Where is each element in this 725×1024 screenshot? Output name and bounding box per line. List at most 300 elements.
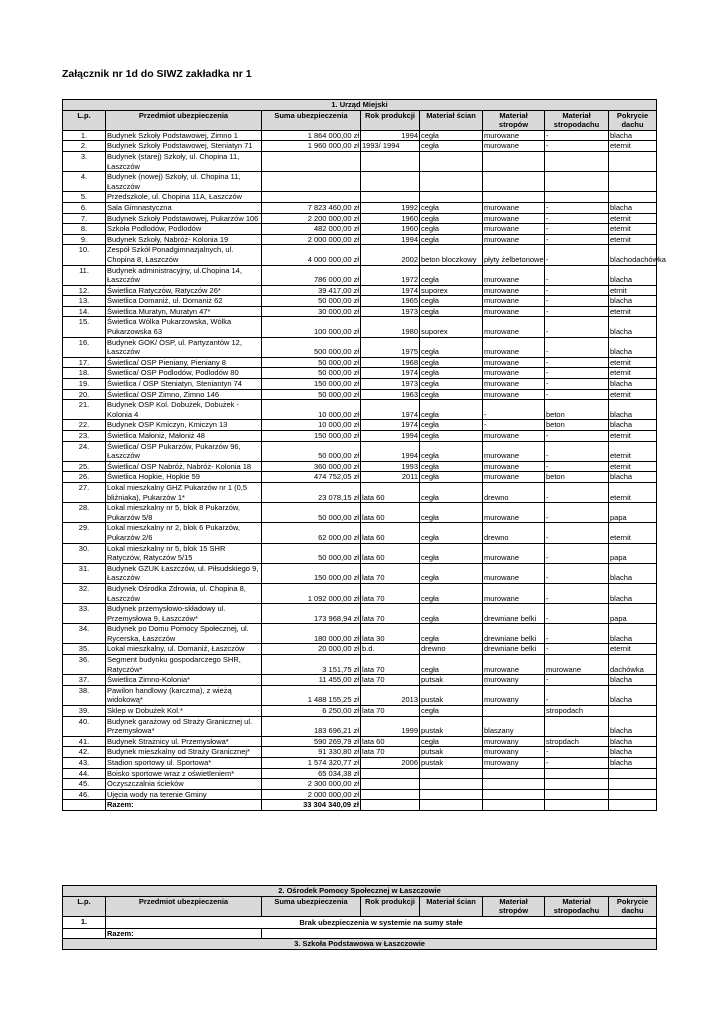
table-cell: murowane <box>483 472 545 483</box>
table-cell: 1994 <box>361 441 420 461</box>
document-title: Załącznik nr 1d do SIWZ zakładka nr 1 <box>62 68 252 80</box>
table-row <box>63 141 657 152</box>
column-header: Materiał stropów <box>483 896 545 916</box>
table-cell: cegła <box>420 736 483 747</box>
table-cell: 1975 <box>361 337 420 357</box>
table-cell: - <box>545 130 609 141</box>
table-cell <box>483 789 545 800</box>
table-cell: murowane <box>483 368 545 379</box>
item-name: Budynek (nowej) Szkoły, ul. Chopina 11, Łaszczów <box>106 172 262 192</box>
table-cell: cegła <box>420 461 483 472</box>
table-cell: murowane <box>483 306 545 317</box>
row-number: 11. <box>63 265 106 285</box>
table-cell: 1973 <box>361 306 420 317</box>
table-cell: 1968 <box>361 357 420 368</box>
table-cell: murowane <box>483 563 545 583</box>
item-name: Świetlica/ OSP Nabróż, Nabróż- Kolonia 18 <box>106 461 262 472</box>
table-cell: papa <box>609 543 657 563</box>
row-number: 39. <box>63 706 106 717</box>
table-cell: blachodachówka <box>609 245 657 265</box>
table-row <box>63 583 657 603</box>
table-cell: 4 000 000,00 zł <box>262 245 361 265</box>
row-number: 28. <box>63 503 106 523</box>
table-cell <box>262 151 361 171</box>
table-cell: pustak <box>420 716 483 736</box>
item-name: Świetlica/ OSP Pieniany, Pieniany 8 <box>106 357 262 368</box>
item-name: Budynek administracyjny, ul.Chopina 14, Łaszczów <box>106 265 262 285</box>
table-cell: murowane <box>483 461 545 472</box>
table-row <box>63 461 657 472</box>
table-row <box>63 685 657 705</box>
table-cell: blacha <box>609 337 657 357</box>
table-cell: lata 70 <box>361 583 420 603</box>
table-cell: blacha <box>609 472 657 483</box>
table-cell: 11 455,00 zł <box>262 675 361 686</box>
table-cell <box>361 151 420 171</box>
row-number: 23. <box>63 431 106 442</box>
table-cell: murowane <box>483 224 545 235</box>
table-cell: - <box>545 758 609 769</box>
table-cell <box>609 779 657 790</box>
item-name: Lokal mieszkalny, ul. Domaniż, Łaszczów <box>106 644 262 655</box>
table-cell: - <box>545 644 609 655</box>
table-row <box>63 604 657 624</box>
table-cell: cegła <box>420 389 483 400</box>
table-cell: - <box>545 379 609 390</box>
table-cell: 23 078,15 zł <box>262 482 361 502</box>
item-name: Budynek Strażnicy ul. Przemysłowa* <box>106 736 262 747</box>
item-name: Budynek GZUK Łaszczów, ul. Piłsudskiego 9, Łaszczów <box>106 563 262 583</box>
table-cell: putsak <box>420 747 483 758</box>
table-row <box>63 245 657 265</box>
table-cell: 3 151,75 zł <box>262 655 361 675</box>
table-cell: 62 000,00 zł <box>262 523 361 543</box>
table-cell: 180 000,00 zł <box>262 624 361 644</box>
row-number: 35. <box>63 644 106 655</box>
row-number: 34. <box>63 624 106 644</box>
table-cell: 2002 <box>361 245 420 265</box>
table-cell: murowane <box>483 389 545 400</box>
item-name: Świetlica Małoniż, Małoniż 48 <box>106 431 262 442</box>
table-cell: drewniane belki <box>483 604 545 624</box>
table-cell: murowane <box>483 130 545 141</box>
item-name: Segment budynku gospodarczego SHR, Ratyczów* <box>106 655 262 675</box>
table-cell: - <box>545 234 609 245</box>
table-cell <box>545 716 609 736</box>
table-cell: 10 000,00 zł <box>262 420 361 431</box>
table-cell: cegła <box>420 141 483 152</box>
table-cell: eternit <box>609 306 657 317</box>
table-row <box>63 224 657 235</box>
table-cell: lata 60 <box>361 543 420 563</box>
row-number: 46. <box>63 789 106 800</box>
item-name: Lokal mieszkalny GHZ Pukarzów nr 1 (0,5 bliźniaka), Pukarzów 1* <box>106 482 262 502</box>
table-cell: murowane <box>483 213 545 224</box>
table-row <box>63 736 657 747</box>
column-header: Materiał stropodachu <box>545 896 609 916</box>
table-row <box>63 130 657 141</box>
table-cell: beton <box>545 420 609 431</box>
row-number: 3. <box>63 151 106 171</box>
row-number: 13. <box>63 296 106 307</box>
item-name: Przedszkole, ul. Chopina 11A, Łaszczów <box>106 192 262 203</box>
table-cell: cegła <box>420 563 483 583</box>
table-cell: blacha <box>609 420 657 431</box>
table-cell: eternit <box>609 482 657 502</box>
table-cell: murowane <box>483 655 545 675</box>
table-row <box>63 151 657 171</box>
table-cell: cegła <box>420 224 483 235</box>
item-name: Boisko sportowe wraz z oświetleniem* <box>106 768 262 779</box>
table-cell: blacha <box>609 758 657 769</box>
column-header: L.p. <box>63 896 106 916</box>
table-cell: - <box>545 482 609 502</box>
table-row <box>63 644 657 655</box>
table-cell <box>545 151 609 171</box>
table-cell: 1963 <box>361 389 420 400</box>
table-cell <box>262 172 361 192</box>
item-name: Budynek Szkoły, Nabróż- Kolonia 19 <box>106 234 262 245</box>
table-cell: 1 960 000,00 zł <box>262 141 361 152</box>
table-cell: - <box>545 265 609 285</box>
column-header: Materiał stropodachu <box>545 110 609 130</box>
table-cell: 50 000,00 zł <box>262 389 361 400</box>
table-cell: - <box>545 604 609 624</box>
table-cell: drewno <box>483 523 545 543</box>
table-cell: murowany <box>483 747 545 758</box>
table-cell <box>609 151 657 171</box>
table-cell: - <box>545 685 609 705</box>
item-name: Sklep w Dobużek Kol.* <box>106 706 262 717</box>
table-cell: eternit <box>609 389 657 400</box>
table-cell: murowane <box>483 357 545 368</box>
table-row <box>63 213 657 224</box>
table-cell <box>609 706 657 717</box>
column-header: Suma ubezpieczenia <box>262 110 361 130</box>
table-cell: 1 488 155,25 zł <box>262 685 361 705</box>
table-row <box>63 747 657 758</box>
table-cell: 1992 <box>361 202 420 213</box>
row-number: 32. <box>63 583 106 603</box>
row-number: 17. <box>63 357 106 368</box>
section1-table <box>62 99 666 811</box>
table-cell: murowany <box>483 685 545 705</box>
table-cell: 150 000,00 zł <box>262 563 361 583</box>
table-cell: - <box>545 747 609 758</box>
table-cell: murowane <box>483 285 545 296</box>
row-number: 30. <box>63 543 106 563</box>
item-name: Budynek mieszkalny od Straży Granicznej* <box>106 747 262 758</box>
item-name: Lokal mieszkalny nr 5, blok 15 SHR Ratyczów, Ratyczów 5/15 <box>106 543 262 563</box>
table-cell: cegła <box>420 265 483 285</box>
table-cell: 50 000,00 zł <box>262 296 361 307</box>
table-cell: drewniane belki <box>483 644 545 655</box>
row-number: 14. <box>63 306 106 317</box>
column-header: Materiał ścian <box>420 110 483 130</box>
row-number: 20. <box>63 389 106 400</box>
column-header: Przedmiot ubezpieczenia <box>106 110 262 130</box>
table-cell: eternit <box>609 357 657 368</box>
table-cell <box>483 768 545 779</box>
table-cell: murowane <box>483 337 545 357</box>
row-number: 44. <box>63 768 106 779</box>
row-number: 8. <box>63 224 106 235</box>
table-cell: cegła <box>420 583 483 603</box>
table-cell <box>420 151 483 171</box>
item-name: Świetlica/ OSP Zimno, Zimno 146 <box>106 389 262 400</box>
table-cell <box>483 706 545 717</box>
item-name: Świetlica / OSP Steniatyn, Steniantyn 74 <box>106 379 262 390</box>
table-cell: lata 70 <box>361 655 420 675</box>
table-cell <box>609 192 657 203</box>
table-cell: cegła <box>420 130 483 141</box>
table-cell <box>361 172 420 192</box>
table-cell: - <box>483 420 545 431</box>
item-name: Budynek Szkoły Podstawowej, Zimno 1 <box>106 130 262 141</box>
table-cell: 10 000,00 zł <box>262 400 361 420</box>
table-cell: 65 034,38 zł <box>262 768 361 779</box>
table-cell: 1960 <box>361 224 420 235</box>
table-cell: blacha <box>609 675 657 686</box>
table-cell: lata 60 <box>361 736 420 747</box>
table-cell: 482 000,00 zł <box>262 224 361 235</box>
table-cell: lata 60 <box>361 503 420 523</box>
table-cell: lata 60 <box>361 482 420 502</box>
table-row <box>63 706 657 717</box>
row-number: 9. <box>63 234 106 245</box>
section2-table <box>62 885 657 950</box>
table-cell: etrnit <box>609 285 657 296</box>
table-cell: 6 250,00 zł <box>262 706 361 717</box>
table-cell: - <box>545 503 609 523</box>
table-cell: blacha <box>609 563 657 583</box>
table-cell: - <box>545 306 609 317</box>
table-cell <box>545 768 609 779</box>
table-cell: beton <box>545 472 609 483</box>
table-cell: blacha <box>609 379 657 390</box>
table-cell: lata 70 <box>361 675 420 686</box>
section2-row-text: Brak ubezpieczenia w systemie na sumy stałe <box>106 916 657 928</box>
table-cell: 1994 <box>361 130 420 141</box>
item-name: Budynek GOK/ OSP, ul. Partyzantów 12, Łaszczów <box>106 337 262 357</box>
table-cell: 1 574 320,77 zł <box>262 758 361 769</box>
column-header: Pokrycie dachu <box>609 896 657 916</box>
section1-header-row <box>63 110 657 130</box>
table-row <box>63 317 657 337</box>
table-cell: blacha <box>609 716 657 736</box>
table-cell: murowane <box>483 296 545 307</box>
total-empty-cell <box>483 800 545 811</box>
table-cell: murowane <box>483 265 545 285</box>
table-cell: eternit <box>609 461 657 472</box>
table-row <box>63 543 657 563</box>
table-cell <box>361 768 420 779</box>
table-cell: - <box>545 337 609 357</box>
table-cell: blacha <box>609 583 657 603</box>
item-name: Świetlica/ OSP Podlodów, Podlodów 80 <box>106 368 262 379</box>
row-number: 36. <box>63 655 106 675</box>
table-cell: 1 864 000,00 zł <box>262 130 361 141</box>
table-cell: cegła <box>420 441 483 461</box>
table-cell: stropdach <box>545 736 609 747</box>
table-cell: - <box>545 563 609 583</box>
row-number: 16. <box>63 337 106 357</box>
table-cell: - <box>545 245 609 265</box>
table-cell <box>609 172 657 192</box>
table-cell: eternit <box>609 368 657 379</box>
table-cell: 1994 <box>361 431 420 442</box>
table-cell: 1994 <box>361 234 420 245</box>
table-cell <box>545 779 609 790</box>
table-cell: 1974 <box>361 400 420 420</box>
table-cell: blacha <box>609 400 657 420</box>
table-cell: cegła <box>420 306 483 317</box>
table-cell: beton bloczkowy <box>420 245 483 265</box>
table-cell: - <box>545 202 609 213</box>
table-cell: 39 417,00 zł <box>262 285 361 296</box>
table-cell: cegła <box>420 431 483 442</box>
table-cell: - <box>545 213 609 224</box>
table-cell: 1974 <box>361 420 420 431</box>
table-cell: - <box>545 523 609 543</box>
table-cell: papa <box>609 604 657 624</box>
section1-title: 1. Urząd Miejski <box>63 100 657 111</box>
row-number: 18. <box>63 368 106 379</box>
table-cell: suporex <box>420 317 483 337</box>
table-row <box>63 306 657 317</box>
table-cell: - <box>545 624 609 644</box>
table-cell <box>420 779 483 790</box>
table-cell: dachówka <box>609 655 657 675</box>
column-header: Rok produkcji <box>361 896 420 916</box>
table-row <box>63 503 657 523</box>
table-row <box>63 285 657 296</box>
table-cell: murowane <box>483 202 545 213</box>
table-cell: drewno <box>483 482 545 502</box>
table-row <box>63 563 657 583</box>
item-name: Budynek garażowy od Straży Granicznej ul. Przemysłowa* <box>106 716 262 736</box>
item-name: Lokal mieszkalny nr 2, blok 6 Pukarzów, Pukarzów 2/6 <box>106 523 262 543</box>
table-cell <box>609 768 657 779</box>
table-cell: 1973 <box>361 379 420 390</box>
table-cell <box>545 789 609 800</box>
table-row <box>63 389 657 400</box>
table-cell: 590 269,79 zł <box>262 736 361 747</box>
table-cell: 91 330,80 zł <box>262 747 361 758</box>
table-cell: blacha <box>609 265 657 285</box>
item-name: Pawilon handlowy (karczma), z wieżą widokową* <box>106 685 262 705</box>
row-number: 45. <box>63 779 106 790</box>
table-cell: - <box>545 317 609 337</box>
column-header: Materiał ścian <box>420 896 483 916</box>
table-cell: papa <box>609 503 657 523</box>
table-row <box>63 431 657 442</box>
table-row <box>63 768 657 779</box>
table-cell: blaszany <box>483 716 545 736</box>
table-cell: murowane <box>483 379 545 390</box>
table-cell: - <box>545 389 609 400</box>
table-cell: pustak <box>420 758 483 769</box>
section2-header-row <box>63 896 657 916</box>
item-name: Budynek po Domu Pomocy Społecznej, ul. Rycerska, Łaszczów <box>106 624 262 644</box>
table-cell: blacha <box>609 624 657 644</box>
table-cell: 7 823 460,00 zł <box>262 202 361 213</box>
column-header: Materiał stropów <box>483 110 545 130</box>
table-cell <box>483 779 545 790</box>
table-cell: murowane <box>483 431 545 442</box>
table-cell: blacha <box>609 317 657 337</box>
column-header: Przedmiot ubezpieczenia <box>106 896 262 916</box>
table-cell: 2 200 000,00 zł <box>262 213 361 224</box>
table-cell <box>483 192 545 203</box>
table-cell: 183 696,21 zł <box>262 716 361 736</box>
section1-total-row <box>63 800 657 811</box>
item-name: Budynek Szkoły Podstawowej, Steniatyn 71 <box>106 141 262 152</box>
item-name: Budynek OSP Kmiczyn, Kmiczyn 13 <box>106 420 262 431</box>
table-cell: drewniane belki <box>483 624 545 644</box>
row-number: 21. <box>63 400 106 420</box>
row-number: 15. <box>63 317 106 337</box>
table-cell: 1960 <box>361 213 420 224</box>
table-cell: cegła <box>420 337 483 357</box>
row-number: 5. <box>63 192 106 203</box>
table-cell: cegła <box>420 523 483 543</box>
row-number: 1. <box>63 130 106 141</box>
section2-total-cell-empty <box>63 928 106 939</box>
table-cell: 20 000,00 zł <box>262 644 361 655</box>
item-name: Stadion sportowy ul. Sportowa* <box>106 758 262 769</box>
table-cell: cegła <box>420 482 483 502</box>
table-cell: - <box>483 400 545 420</box>
table-cell: 1965 <box>361 296 420 307</box>
table-cell: pustak <box>420 685 483 705</box>
table-cell: - <box>545 296 609 307</box>
table-cell: b.d. <box>361 644 420 655</box>
table-row <box>63 472 657 483</box>
table-cell: blacha <box>609 130 657 141</box>
table-cell: 150 000,00 zł <box>262 431 361 442</box>
table-cell: - <box>545 675 609 686</box>
table-cell: 1974 <box>361 285 420 296</box>
table-row <box>63 296 657 307</box>
table-cell <box>545 192 609 203</box>
row-number: 40. <box>63 716 106 736</box>
row-number: 43. <box>63 758 106 769</box>
table-cell: 50 000,00 zł <box>262 543 361 563</box>
table-cell: cegła <box>420 472 483 483</box>
table-cell: beton <box>545 400 609 420</box>
table-row <box>63 716 657 736</box>
table-cell: cegła <box>420 543 483 563</box>
table-cell: cegła <box>420 379 483 390</box>
item-name: Świetlica Ratyczów, Ratyczów 26* <box>106 285 262 296</box>
table-cell <box>361 192 420 203</box>
table-cell: cegła <box>420 213 483 224</box>
table-cell: 1993 <box>361 461 420 472</box>
table-cell: - <box>545 224 609 235</box>
row-number: 19. <box>63 379 106 390</box>
column-header: L.p. <box>63 110 106 130</box>
total-empty-cell <box>420 800 483 811</box>
section3-title: 3. Szkoła Podstawowa w Łaszczowie <box>63 939 657 950</box>
table-cell: suporex <box>420 285 483 296</box>
table-cell: - <box>545 441 609 461</box>
table-cell: eternit <box>609 644 657 655</box>
table-cell: lata 60 <box>361 523 420 543</box>
table-cell: cegła <box>420 706 483 717</box>
table-cell: 2011 <box>361 472 420 483</box>
table-cell: 50 000,00 zł <box>262 503 361 523</box>
